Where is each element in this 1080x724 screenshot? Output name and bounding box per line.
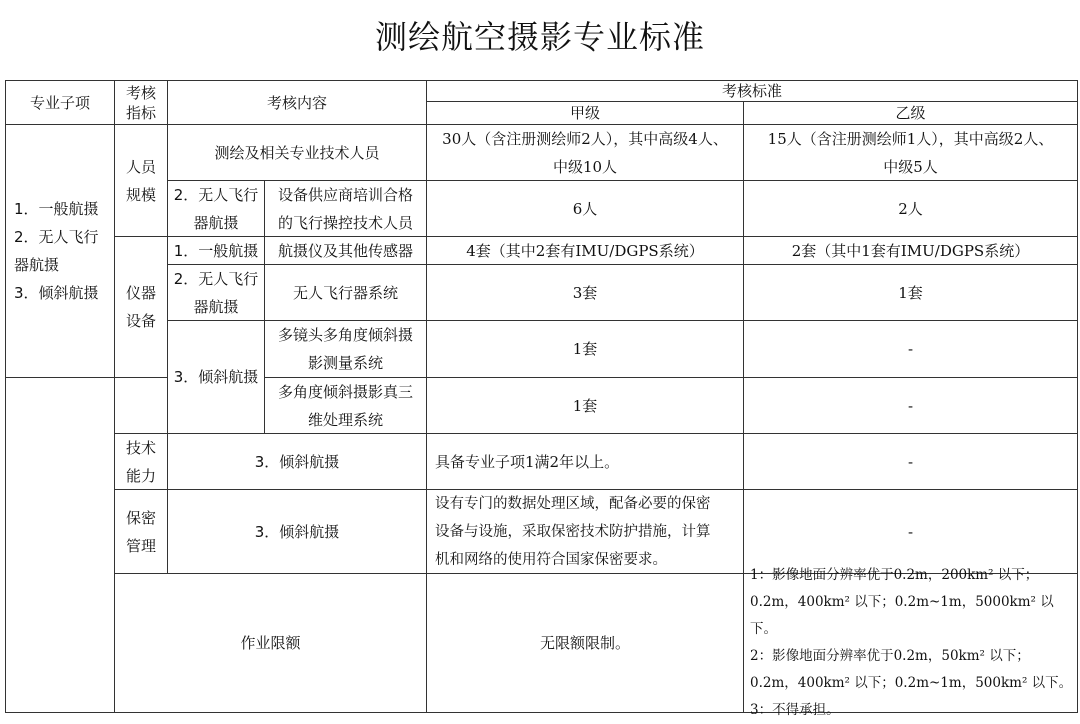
- uav-equip-content-text: 无人飞行器系统: [292, 283, 398, 302]
- staff-content: [167, 124, 427, 181]
- quota-label-text: 作业限额: [240, 634, 301, 652]
- uav-equip-grade-b-text: 1套: [898, 283, 923, 302]
- gen-equip-grade-a-text: 4套（其中2套有IMU/DGPS系统）: [466, 241, 704, 260]
- uav-staff-subitem-text: 2．无人飞行 器航摄: [173, 185, 259, 232]
- oblique-processing-content: [264, 377, 427, 434]
- gen-equip-grade-a: [426, 236, 744, 265]
- oblique-camera-grade-b-text: -: [907, 340, 914, 358]
- uav-staff-grade-a-text: 6人: [572, 199, 598, 218]
- header-subitem: [5, 80, 115, 125]
- indicator-secrecy: [114, 489, 168, 574]
- gen-equip-content-text: 航摄仪及其他传感器: [277, 241, 413, 260]
- tech-grade-a: [426, 433, 744, 490]
- header-standard: [426, 80, 1078, 102]
- gen-equip-subitem-text: 1．一般航摄: [173, 241, 259, 260]
- indicator-secrecy-label: 保密 管理: [125, 508, 156, 555]
- oblique-processing-grade-b-text: -: [907, 396, 914, 415]
- gen-equip-grade-b-text: 2套（其中1套有IMU/DGPS系统）: [791, 241, 1030, 260]
- header-content-label: 考核内容: [266, 93, 327, 112]
- subitems-empty-cell: [5, 377, 115, 713]
- oblique-equip-subitem-text: 3．倾斜航摄: [173, 368, 259, 386]
- uav-staff-subitem: [167, 180, 265, 237]
- oblique-camera-grade-a-text: 1套: [572, 340, 598, 358]
- indicator-staff: [114, 124, 168, 237]
- uav-staff-content: [264, 180, 427, 237]
- uav-equip-grade-a-text: 3套: [572, 283, 598, 302]
- quota-grade-a: [426, 573, 744, 713]
- staff-grade-a-text: 30人（含注册测绘师2人），其中高级4人、 中级10人: [442, 129, 728, 176]
- indicator-equipment: [114, 236, 168, 378]
- quota-label: [114, 573, 427, 713]
- oblique-camera-content-text: 多镜头多角度倾斜摄 影测量系统: [277, 326, 413, 372]
- secrecy-grade-a-text: 设有专门的数据处理区域，配备必要的保密 设备与设施，采取保密技术防护措施，计算 机和网络的使用符合国家保密要求。: [435, 495, 711, 568]
- quota-b-line-3: 2：影像地面分辨率优于0.2m，50km² 以下；: [750, 648, 1030, 664]
- uav-equip-subitem-text: 2．无人飞行 器航摄: [173, 269, 259, 316]
- secrecy-content: [167, 489, 427, 574]
- header-grade-b-label: 乙级: [895, 104, 926, 122]
- header-content: [167, 80, 427, 125]
- quota-b-line-2: 0.2m，400km² 以下；0.2m~1m，5000km² 以下。: [750, 594, 1054, 637]
- gen-equip-grade-b: [743, 236, 1078, 265]
- quota-grade-b-lines: [750, 562, 1073, 724]
- quota-b-line-4: 0.2m，400km² 以下；0.2m~1m，500km² 以下。: [750, 675, 1073, 691]
- uav-equip-content: [264, 264, 427, 321]
- oblique-processing-content-text: 多角度倾斜摄影真三 维处理系统: [277, 382, 413, 429]
- header-standard-label: 考核标准: [721, 82, 782, 100]
- indicator-tech: [114, 433, 168, 490]
- staff-grade-a: [426, 124, 744, 181]
- header-grade-a: [426, 101, 744, 125]
- quota-grade-a-text: 无限额限制。: [539, 634, 630, 652]
- staff-content-text: 测绘及相关专业技术人员: [214, 143, 380, 162]
- secrecy-grade-b-text: -: [907, 522, 914, 541]
- secrecy-grade-a: [426, 489, 744, 574]
- uav-staff-grade-b-text: 2人: [898, 199, 923, 218]
- indicator-staff-label: 人员 规模: [125, 157, 156, 204]
- quota-b-line-5: 3：不得承担。: [750, 702, 840, 718]
- uav-equip-grade-b: [743, 264, 1078, 321]
- uav-staff-grade-a: [426, 180, 744, 237]
- tech-grade-a-text: 具备专业子项1满2年以上。: [435, 452, 620, 471]
- oblique-processing-grade-b: [743, 377, 1078, 434]
- quota-b-line-1: 1：影像地面分辨率优于0.2m，200km² 以下；: [750, 567, 1039, 583]
- tech-content: [167, 433, 427, 490]
- staff-grade-b-text: 15人（含注册测绘师1人），其中高级2人、 中级5人: [767, 129, 1054, 176]
- secrecy-content-text: 3．倾斜航摄: [254, 522, 340, 541]
- uav-staff-grade-b: [743, 180, 1078, 237]
- oblique-camera-grade-b: [743, 320, 1078, 378]
- oblique-camera-grade-a: [426, 320, 744, 378]
- quota-grade-b: [743, 567, 1078, 718]
- oblique-camera-content: [264, 320, 427, 378]
- uav-equip-subitem: [167, 264, 265, 321]
- indicator-equipment-cont: [114, 377, 168, 434]
- oblique-processing-grade-a: [426, 377, 744, 434]
- header-subitem-label: 专业子项: [29, 93, 90, 112]
- uav-staff-content-text: 设备供应商培训合格 的飞行操控技术人员: [277, 185, 413, 232]
- header-grade-a-label: 甲级: [569, 104, 600, 122]
- header-grade-b: [743, 101, 1078, 125]
- header-indicator-label: 考核 指标: [125, 83, 156, 122]
- uav-equip-grade-a: [426, 264, 744, 321]
- oblique-processing-grade-a-text: 1套: [572, 396, 598, 415]
- tech-grade-b-text: -: [907, 452, 914, 471]
- subitems-text: 1．一般航摄 2．无人飞行 器航摄 3．倾斜航摄: [14, 200, 99, 302]
- oblique-equip-subitem: [167, 320, 265, 434]
- gen-equip-subitem: [167, 236, 265, 265]
- staff-grade-b: [743, 124, 1078, 181]
- tech-content-text: 3．倾斜航摄: [254, 452, 340, 471]
- subitems-cell: [5, 124, 115, 378]
- page-title: 测绘航空摄影专业标准: [374, 18, 705, 56]
- indicator-equipment-label: 仪器 设备: [125, 284, 156, 330]
- header-indicator: [114, 80, 168, 125]
- tech-grade-b: [743, 433, 1078, 490]
- gen-equip-content: [264, 236, 427, 265]
- indicator-tech-label: 技术 能力: [125, 438, 156, 485]
